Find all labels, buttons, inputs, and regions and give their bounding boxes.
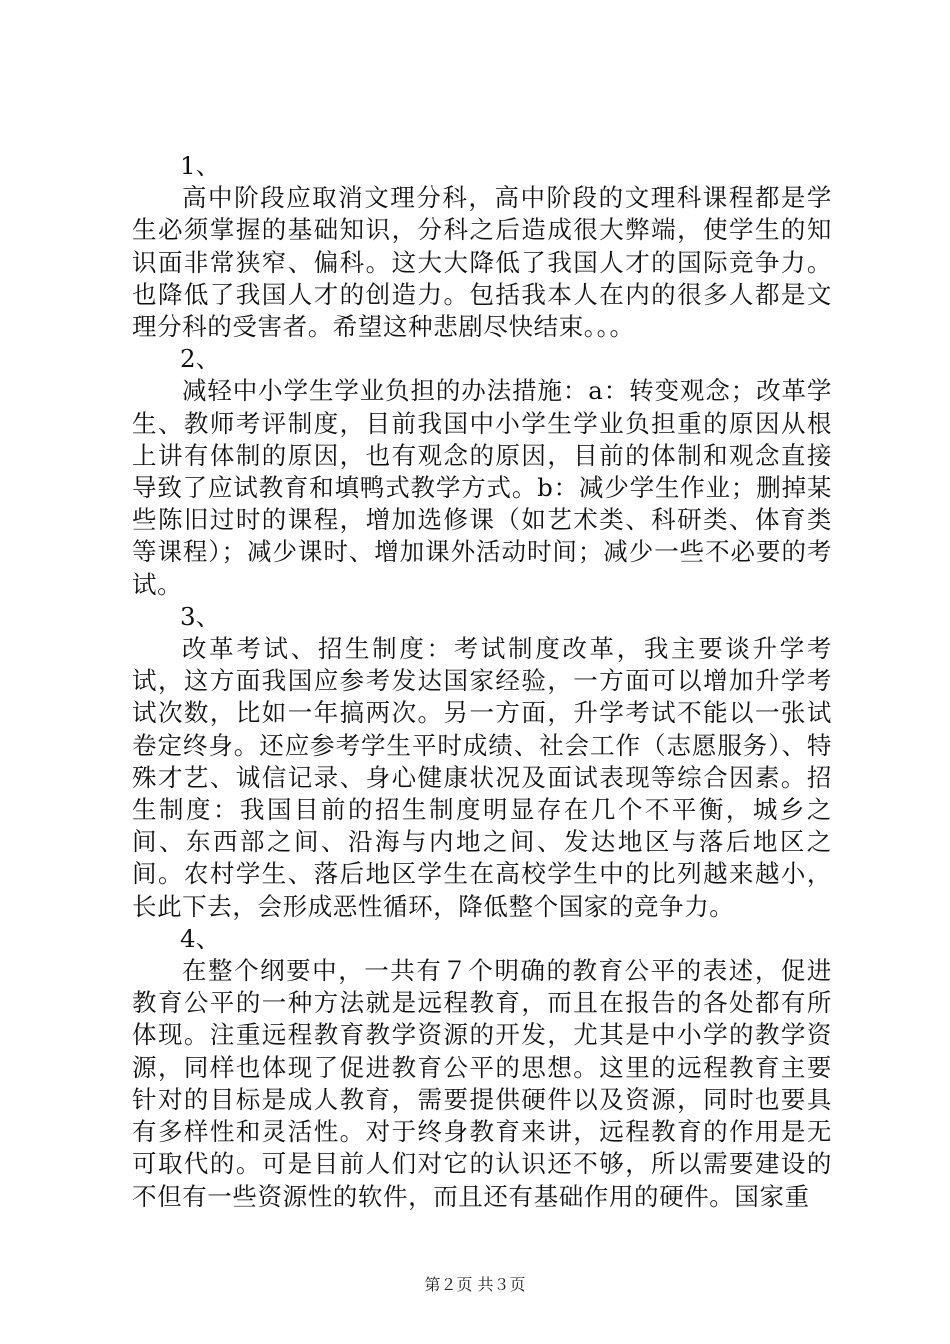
section-2-number: 2、 [180, 344, 221, 374]
section-1-number: 1、 [180, 151, 221, 180]
page-footer: 第２页 共３页 [424, 1275, 526, 1294]
section-4-number: 4、 [180, 923, 221, 953]
section-2-paragraph: 减轻中小学生学业负担的办法措施：a：转变观念；改革学生、教师考评制度，目前我国中小学生学业负担重的原因从根上讲有体制的原因，也有观念的原因，目前的体制和观念直接导致了应试教育和填鸭式教学方式。b：减少学生作业；删掉某些陈旧过时的课程，增加选修课（如艺术类、科研类、体育类等课程）；减少课时、增加课外活动时间；减少一些不必要的考试。 [132, 376, 832, 599]
document-body [132, 150, 832, 1213]
section-3-number: 3、 [180, 601, 221, 631]
section-3-paragraph: 改革考试、招生制度：考试制度改革，我主要谈升学考试，这方面我国应参考发达国家经验，一方面可以增加升学考试次数，比如一年搞两次。另一方面，升学考试不能以一张试卷定终身。还应参考学生平时成绩、社会工作（志愿服务）、特殊才艺、诚信记录、身心健康状况及面试表现等综合因素。招生制度：我国目前的招生制度明显存在几个不平衡，城乡之间、东西部之间、沿海与内地之间、发达地区与落后地区之间。农村学生、落后地区学生在高校学生中的比列越来越小，长此下去，会形成恶性循环，降低整个国家的竞争力。 [132, 634, 832, 921]
section-4-paragraph: 在整个纲要中，一共有７个明确的教育公平的表述，促进教育公平的一种方法就是远程教育，而且在报告的各处都有所体现。注重远程教育教学资源的开发，尤其是中小学的教学资源，同样也体现了促进教育公平的思想。这里的远程教育主要针对的目标是成人教育，需要提供硬件以及资源，同时也要具有多样性和灵活性。对于终身教育来讲，远程教育的作用是无可取代的。可是目前人们对它的认识还不够，所以需要建设的不但有一些资源性的软件，而且还有基础作用的硬件。国家重 [132, 956, 832, 1211]
section-1-paragraph: 高中阶段应取消文理分科，高中阶段的文理科课程都是学生必须掌握的基础知识，分科之后造成很大弊端，使学生的知识面非常狭窄、偏科。这大大降低了我国人才的国际竞争力。也降低了我国人才的创造力。包括我本人在内的很多人都是文理分科的受害者。希望这种悲剧尽快结束。。。 [132, 183, 832, 342]
